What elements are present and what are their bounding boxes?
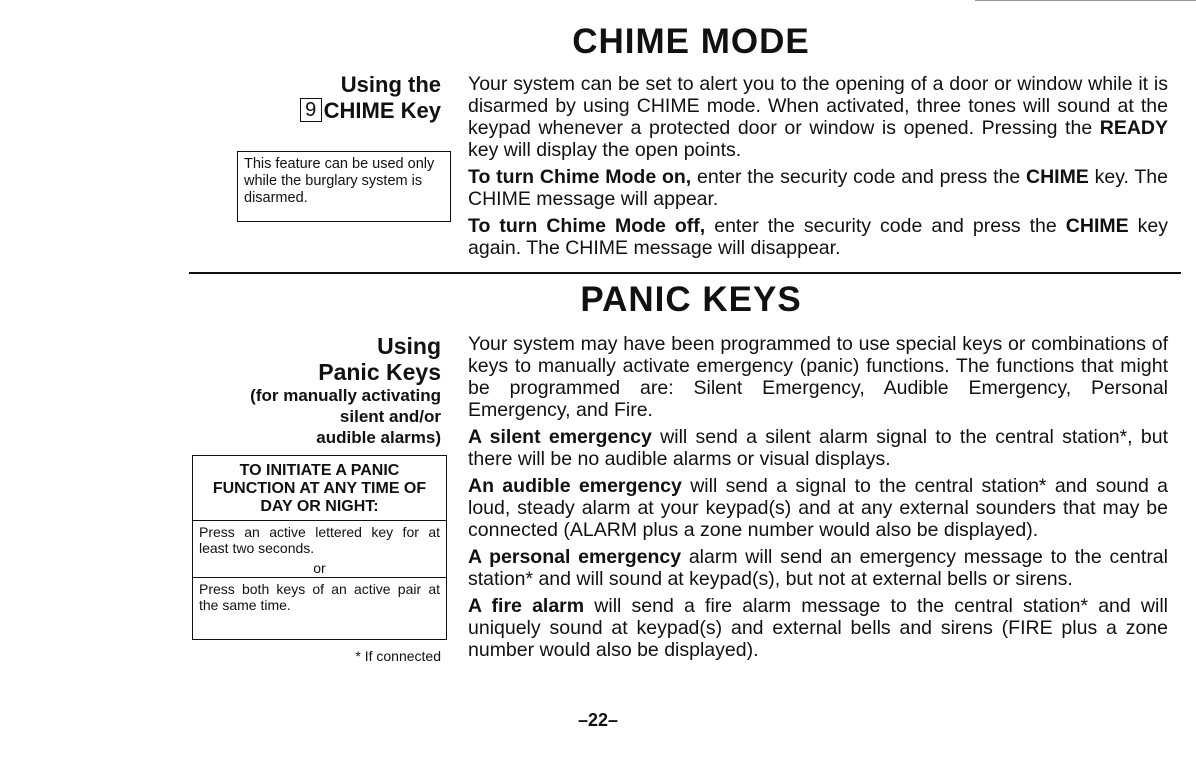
fire-alarm-label: A fire alarm — [468, 595, 585, 617]
chime-key-bold-2: CHIME — [1065, 215, 1129, 237]
chime-side-line1: Using the — [340, 72, 441, 97]
chime-on-label: To turn Chime Mode on, — [468, 166, 692, 188]
chime-p1-text: Your system can be set to alert you to the opening of a door or window while it is disarmed by using CHIME mode. When activated, three tones will sound at the keypad whenever a protected door or window is opened. Pressing the — [468, 73, 1168, 139]
panic-side-line2: Panic Keys — [318, 359, 441, 385]
panic-box-text-2: Press both keys of an active pair at the same time. — [199, 581, 440, 613]
chime-key-bold-1: CHIME — [1025, 166, 1089, 188]
chime-p2-text: enter the security code and press the — [691, 166, 1026, 188]
panic-p4-text: alarm will send an emergency message to the central station* and will sound at keypad(s), but not at external bells or sirens. — [468, 546, 1168, 590]
panic-box-heading: TO INITIATE A PANIC FUNCTION AT ANY TIME OF DAY OR NIGHT: — [193, 456, 446, 521]
panic-paragraph-5 — [468, 595, 1168, 661]
footnote: * If connected — [355, 648, 441, 664]
panic-paragraph-1: Your system may have been programmed to use special keys or combinations of keys to manually activate emergency (panic) functions. The functions that might be programmed are: Silent Emergency, Audible Emergency, Personal Emergency, and Fire. — [468, 333, 1168, 421]
chime-p2-end: key. The CHIME message will appear. — [468, 166, 1168, 210]
chime-paragraph-3 — [468, 215, 1168, 259]
panic-body — [468, 333, 1168, 666]
top-rule — [975, 0, 1196, 1]
chime-body — [468, 73, 1168, 264]
panic-side-line5: audible alarms) — [316, 428, 441, 447]
panic-side-line3: (for manually activating — [250, 386, 441, 405]
chime-off-label: To turn Chime Mode off, — [468, 215, 706, 237]
panic-keys-title: PANIC KEYS — [580, 280, 802, 319]
chime-p1-end: key will display the open points. — [468, 139, 742, 161]
silent-emergency-label: A silent emergency — [468, 426, 652, 448]
section-divider — [189, 272, 1181, 274]
chime-side-line2 — [300, 98, 441, 124]
chime-note-box: This feature can be used only while the burglary system is disarmed. — [237, 151, 451, 222]
panic-p2-text: will send a silent alarm signal to the central station*, but there will be no audible alarms or visual displays. — [468, 426, 1168, 470]
panic-paragraph-2 — [468, 426, 1168, 470]
panic-side-line1: Using — [377, 333, 441, 359]
chime-key-label: CHIME Key — [323, 98, 441, 123]
page-number: –22– — [577, 710, 619, 730]
panic-p3-text: will send a signal to the central station* and sound a loud, steady alarm at your keypad(s) and at any external sounders that may be connected (ALARM plus a zone number would also be displayed). — [468, 475, 1168, 541]
chime-side-heading — [300, 72, 441, 124]
panic-paragraph-4 — [468, 546, 1168, 590]
panic-p5-text: will send a fire alarm message to the central station* and will uniquely sound at keypad(s) and external bells and sirens (FIRE plus a zone number would also be displayed). — [468, 595, 1169, 661]
chime-paragraph-1 — [468, 73, 1168, 161]
chime-p3-text: enter the security code and press the — [705, 215, 1066, 237]
key-9-icon: 9 — [300, 98, 322, 122]
personal-emergency-label: A personal emergency — [468, 546, 682, 568]
panic-side-line4: silent and/or — [339, 407, 441, 426]
panic-box-or: or — [193, 559, 446, 578]
chime-mode-title: CHIME MODE — [572, 22, 810, 61]
panic-box-text-1: Press an active lettered key for at least two seconds. — [199, 524, 440, 556]
panic-paragraph-3 — [468, 475, 1168, 541]
panic-instruction-box — [192, 455, 447, 640]
audible-emergency-label: An audible emergency — [468, 475, 682, 497]
chime-paragraph-2 — [468, 166, 1168, 210]
ready-key-label: READY — [1099, 117, 1168, 139]
chime-p3-end: key again. The CHIME message will disappear. — [468, 215, 1168, 259]
panic-side-heading — [250, 333, 441, 448]
